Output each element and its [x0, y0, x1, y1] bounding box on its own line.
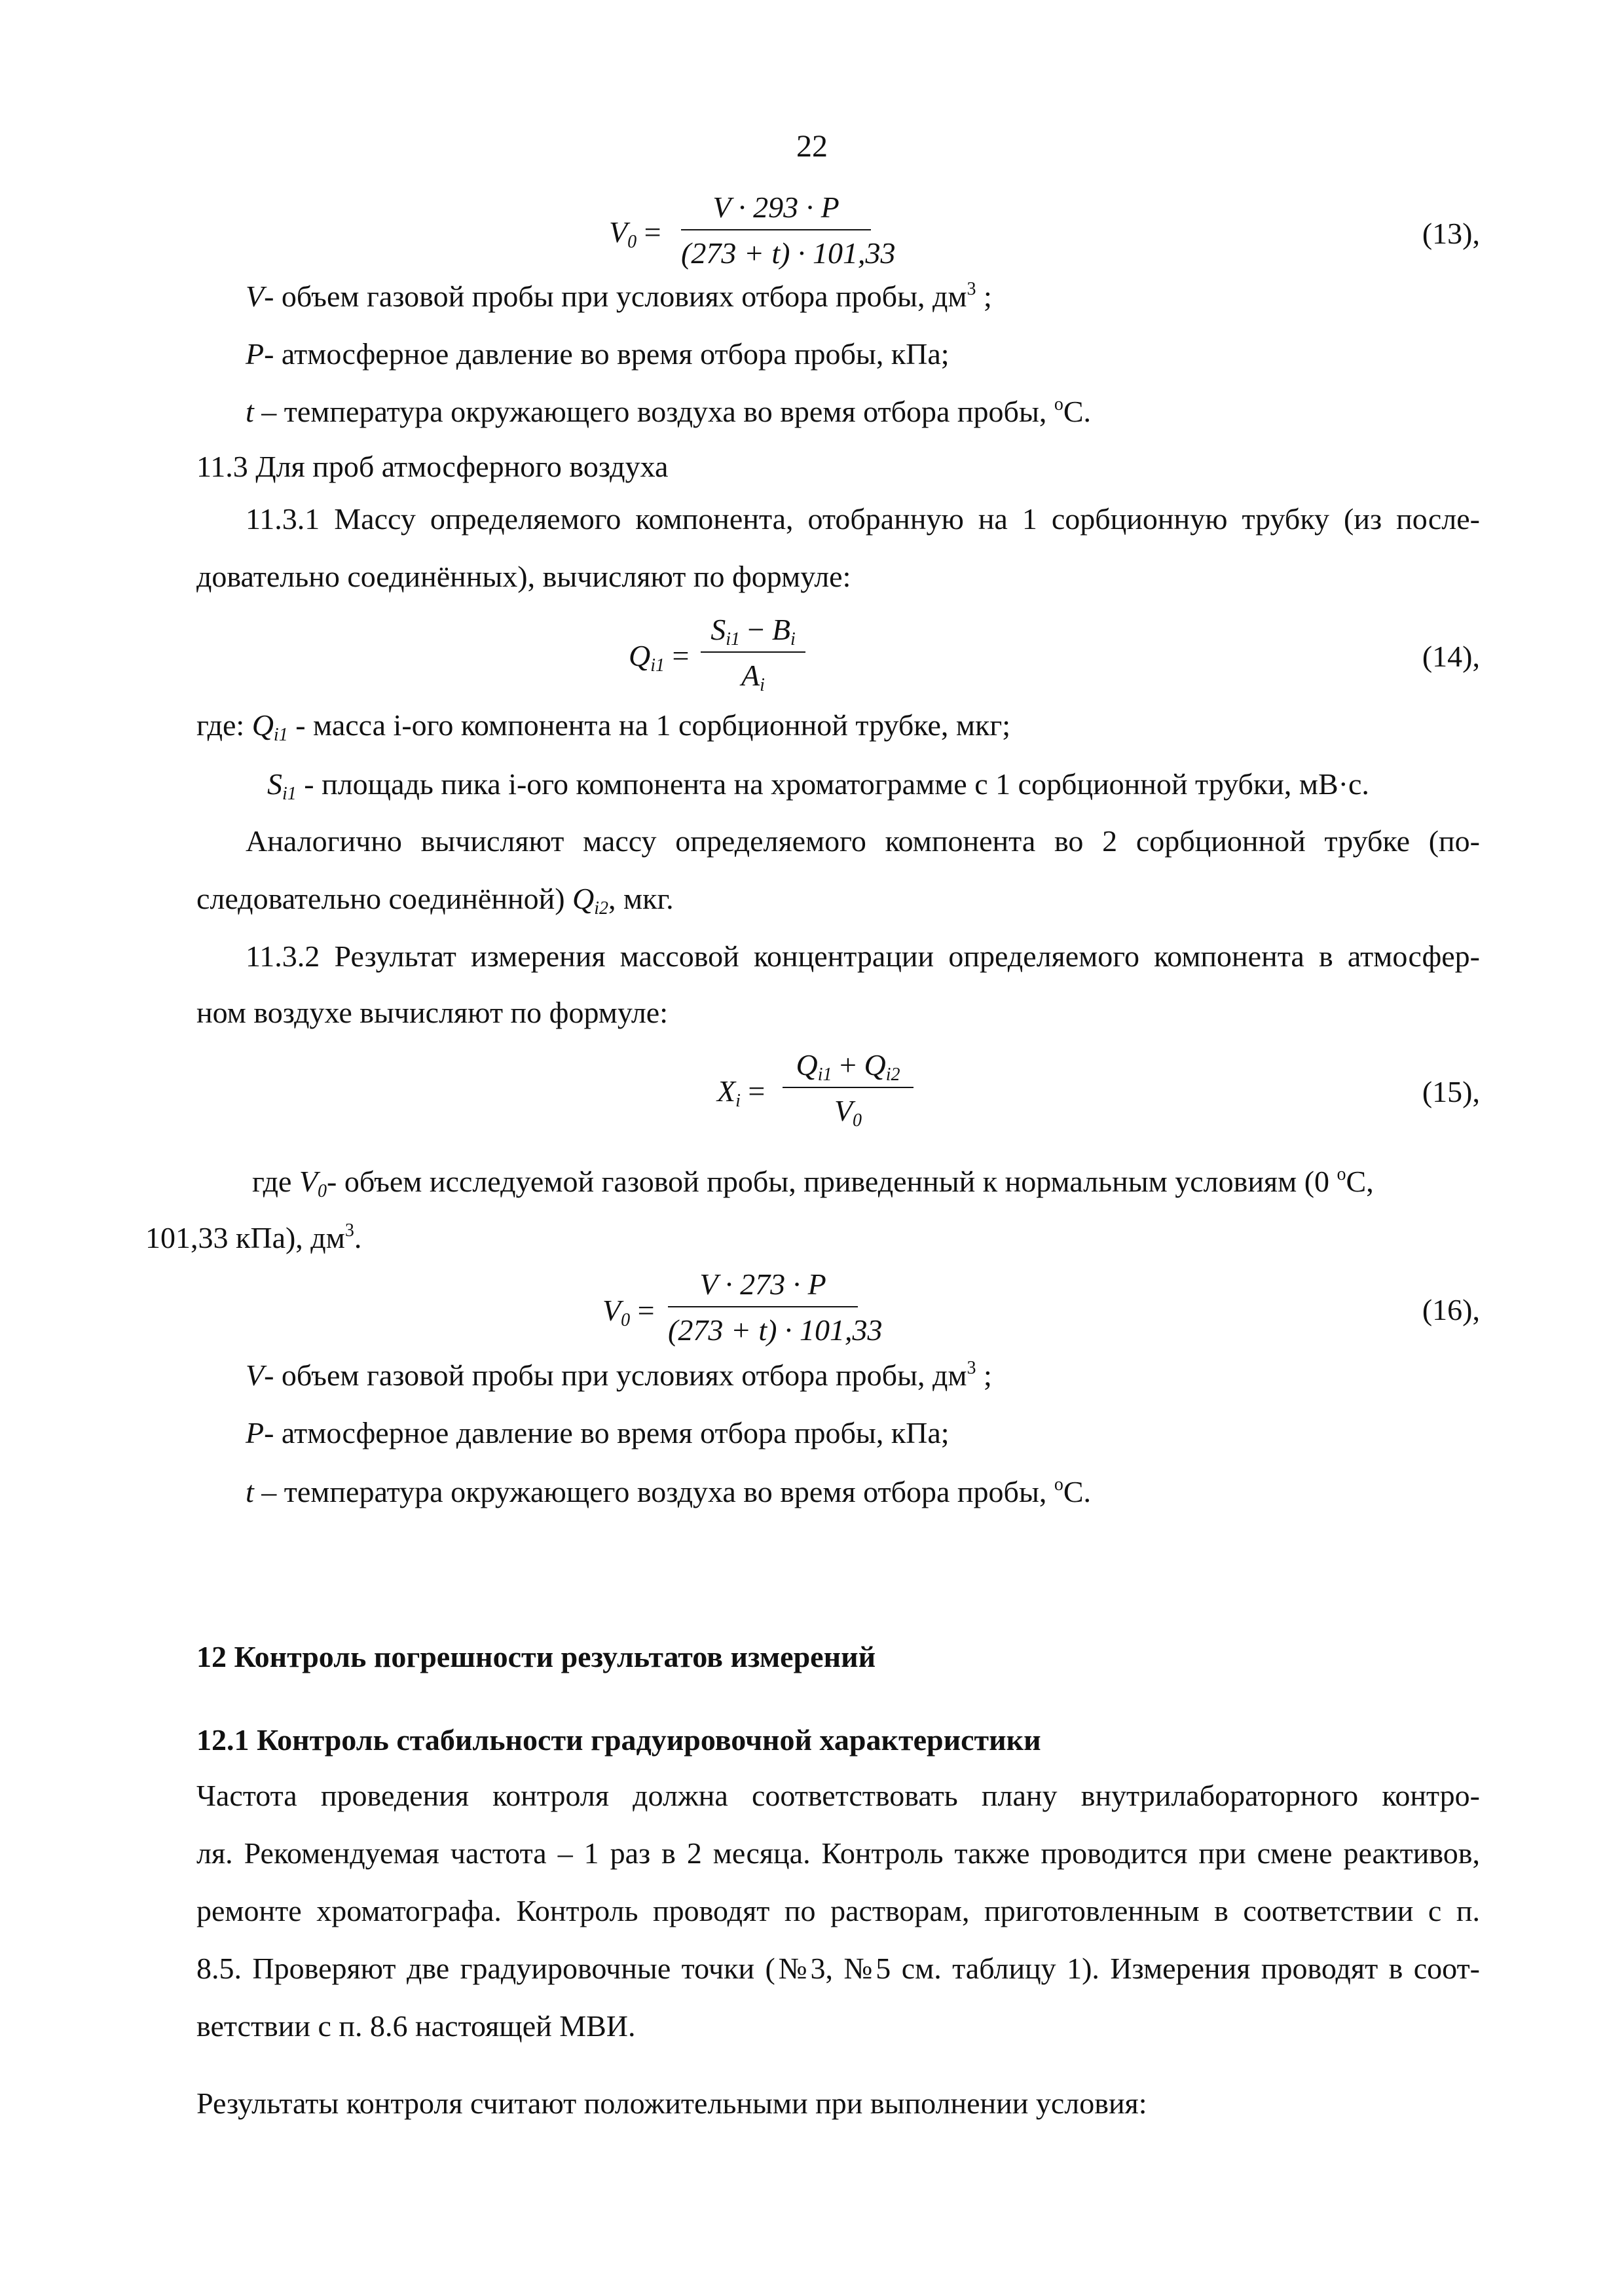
section-11-3: 11.3 Для проб атмосферного воздуха	[196, 450, 669, 483]
definition-v-2: V- объем газовой пробы при условиях отбора пробы, $дм^3$ ;	[246, 1358, 992, 1392]
formula-16-denominator: (273 + t) · 101,33	[668, 1313, 883, 1347]
formula-15-numerator: $Q_{i1} + Q_{i2}$	[796, 1048, 900, 1085]
formula-15-denominator: $V_0$	[834, 1094, 862, 1131]
formula-14-numerator: $S_{i1} - B_i$	[710, 613, 796, 649]
section-11-3-1-line1: 11.3.1 Массу определяемого компонента, отобранную на 1 сорбционную трубку (из после-	[246, 502, 1480, 536]
section-11-3-2-line1: 11.3.2 Результат измерения массовой концентрации определяемого компонента в атмосфер-	[246, 939, 1480, 973]
equation-number-15: (15),	[1422, 1075, 1480, 1108]
formula-15: $X_i$ = $Q_{i1} + Q_{i2}$ $V_0$	[717, 1048, 992, 1133]
formula-13: $V_0$ = V · 293 · P (273 + t) · 101,33	[609, 191, 896, 270]
fraction-bar	[701, 651, 805, 653]
heading-section-12: 12 Контроль погрешности результатов измерений	[196, 1640, 876, 1673]
paragraph-12-1-line3: ремонте хроматографа. Контроль проводят по растворам, приготовленным в соответствии с п.	[196, 1894, 1480, 1927]
analog-line2: следовательно соединённой) $Q_{i2}$, мкг.	[196, 882, 674, 919]
fraction-bar	[668, 1306, 858, 1307]
paragraph-12-1-line2: ля. Рекомендуемая частота – 1 раз в 2 месяца. Контроль также проводится при смене реактивов,	[196, 1836, 1480, 1870]
paragraph-12-1-line1: Частота проведения контроля должна соответствовать плану внутрилабораторного контро-	[196, 1779, 1480, 1812]
heading-section-12-1: 12.1 Контроль стабильности градуировочной характеристики	[196, 1723, 1041, 1757]
formula-14-denominator: $A_i$	[741, 659, 765, 695]
formula-14: $Q_{i1}$ = $S_{i1} - B_i$ $A_i$	[629, 612, 904, 697]
equation-number-14: (14),	[1422, 640, 1480, 673]
definition-v: V- объем газовой пробы при условиях отбора пробы, $дм^3$ ;	[246, 279, 992, 313]
formula-16: $V_0$ = V · 273 · P (273 + t) · 101,33	[602, 1267, 883, 1347]
section-11-3-2-line2: ном воздухе вычисляют по формуле:	[196, 996, 669, 1029]
where-s: $S_{i1}$ - площадь пика i-ого компонента на хроматограмме с 1 сорбционной трубки, мВ·с.	[267, 767, 1369, 804]
definition-p: P- атмосферное давление во время отбора пробы, кПа;	[246, 337, 950, 371]
where-q: где: $Q_{i1}$ - масса i-ого компонента на 1 сорбционной трубке, мкг;	[196, 708, 1010, 745]
fraction-bar	[681, 229, 871, 230]
paragraph-condition: Результаты контроля считают положительными при выполнении условия:	[196, 2086, 1147, 2120]
equation-number-13: (13),	[1422, 217, 1480, 250]
equation-number-16: (16),	[1422, 1293, 1480, 1326]
formula-13-denominator: (273 + t) · 101,33	[681, 236, 896, 270]
formula-16-numerator: V · 273 · P	[699, 1267, 826, 1301]
paragraph-12-1-line5: ветствии с п. 8.6 настоящей МВИ.	[196, 2009, 636, 2043]
analog-line1: Аналогично вычисляют массу определяемого компонента во 2 сорбционной трубке (по-	[246, 824, 1480, 858]
formula-13-numerator: V · 293 · P	[712, 191, 840, 224]
section-11-3-1-line2: довательно соединённых), вычисляют по формуле:	[196, 560, 851, 593]
page-number: 22	[796, 129, 828, 164]
paragraph-12-1-line4: 8.5. Проверяют две градуировочные точки (№3, №5 см. таблицу 1). Измерения проводят в соот-	[196, 1952, 1480, 1985]
definition-p-2: P- атмосферное давление во время отбора пробы, кПа;	[246, 1416, 950, 1449]
definition-t: t – температура окружающего воздуха во время отбора пробы, $^о$С.	[246, 394, 1092, 428]
fraction-bar	[783, 1087, 913, 1088]
v0-definition-line2: 101,33 кПа), $дм^3$.	[145, 1220, 362, 1254]
definition-t-2: t – температура окружающего воздуха во время отбора пробы, $^о$С.	[246, 1474, 1092, 1508]
v0-definition-line1: где $V_0-$ объем исследуемой газовой пробы, приведенный к нормальным условиям (0 $^о$С,	[252, 1164, 1374, 1201]
